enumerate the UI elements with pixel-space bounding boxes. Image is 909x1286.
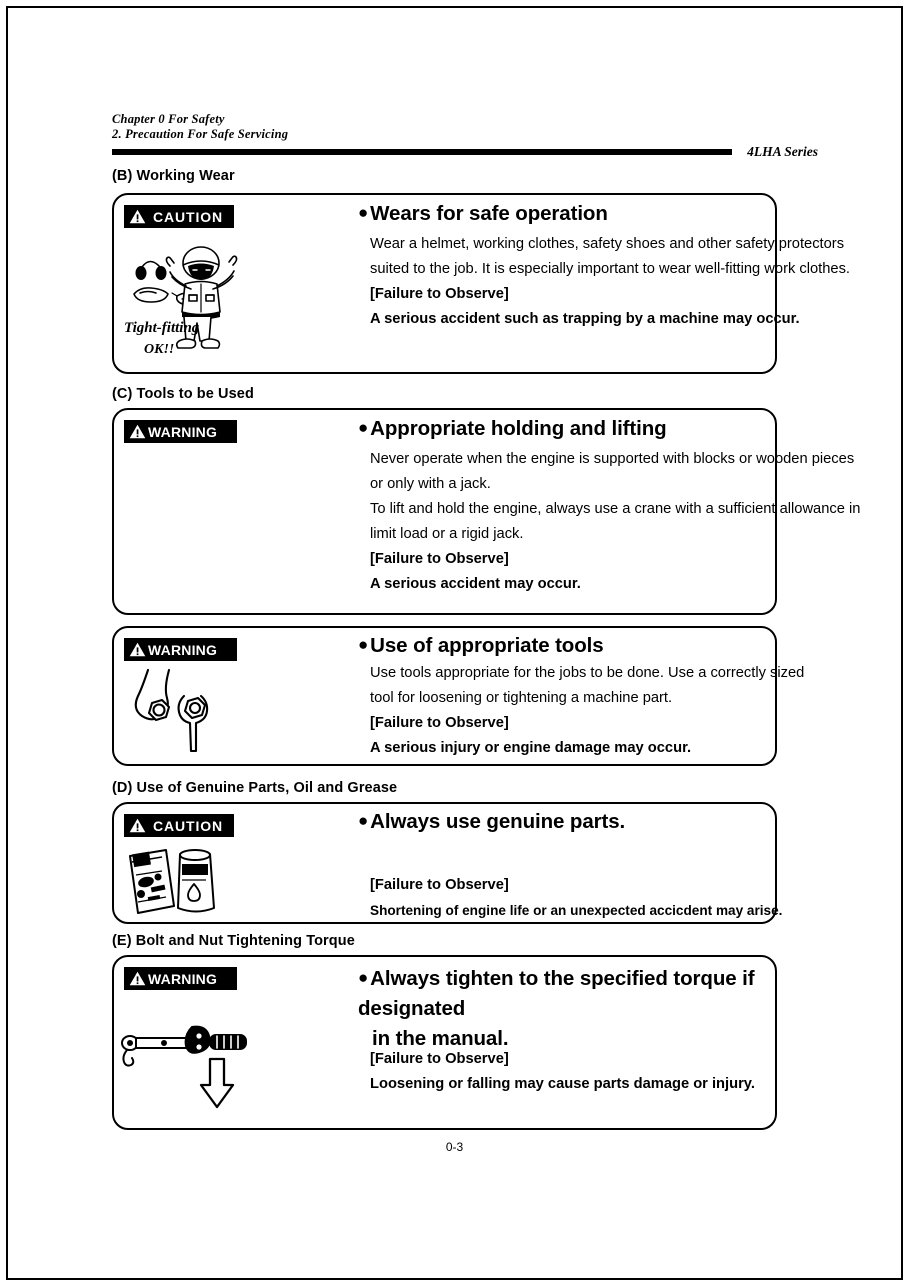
notice-title-text: Always use genuine parts. (370, 810, 626, 833)
section-heading-c: (C) Tools to be Used (112, 386, 254, 402)
notice-appropriate-tools (112, 626, 805, 766)
notice-genuine-parts (112, 802, 783, 924)
warning-triangle-icon (129, 642, 146, 657)
caution-badge-label: CAUTION (153, 208, 224, 225)
notice-title-tightening-torque (358, 963, 778, 1054)
warning-badge (124, 967, 237, 990)
notice-body-holding-lifting (370, 447, 892, 597)
section-heading-d: (D) Use of Genuine Parts, Oil and Grease (112, 780, 398, 796)
failure-to-observe-label: [Failure to Observe] (370, 877, 509, 893)
warning-badge-label: WARNING (148, 970, 218, 987)
failure-to-observe-label: [Failure to Observe] (370, 715, 509, 731)
illustration-tightening-torque (114, 1025, 249, 1115)
wrenches-on-nuts-icon (126, 666, 236, 762)
failure-to-observe-label: [Failure to Observe] (370, 1051, 509, 1067)
notice-body-working-wear (370, 232, 892, 332)
body-line: limit load or a rigid jack. (370, 526, 524, 542)
illus-caption-ok: OK!! (144, 342, 175, 357)
body-line: tool for loosening or tightening a machine part. (370, 690, 673, 706)
illustration-genuine-parts (118, 842, 234, 922)
notice-tightening-torque (112, 955, 777, 1130)
header-section-line: 2. Precaution For Safe Servicing (112, 127, 289, 141)
warning-triangle-icon (129, 971, 146, 986)
page-footer (0, 1140, 909, 1154)
warning-badge (124, 420, 237, 443)
title-bullet-icon: ● (358, 968, 369, 987)
caution-badge-label: CAUTION (153, 817, 224, 834)
notice-title-genuine-parts (358, 808, 788, 835)
notice-title-text: Use of appropriate tools (370, 634, 604, 657)
notice-title-holding-lifting (358, 415, 788, 442)
header-chapter-line: Chapter 0 For Safety (112, 112, 225, 126)
warning-badge-label: WARNING (148, 423, 218, 440)
title-bullet-icon: ● (358, 811, 369, 830)
illus-caption-tight-fitting: Tight-fitting (124, 320, 200, 336)
title-bullet-icon: ● (358, 203, 369, 222)
notice-title-text: Wears for safe operation (370, 202, 608, 225)
section-heading-b: (B) Working Wear (112, 168, 235, 184)
notice-title-working-wear (358, 200, 778, 227)
notice-working-wear (112, 193, 851, 374)
warning-badge-label: WARNING (148, 641, 218, 658)
body-line: Wear a helmet, working clothes, safety shoes and other safety protectors (370, 236, 845, 252)
caution-badge (124, 814, 234, 837)
body-line: Use tools appropriate for the jobs to be done. Use a correctly sized (370, 665, 805, 681)
header-rule-row (112, 145, 818, 163)
consequence-line: A serious injury or engine damage may occur. (370, 740, 692, 756)
consequence-line: A serious accident may occur. (370, 576, 581, 592)
header-rule (112, 149, 732, 155)
body-line: or only with a jack. (370, 476, 491, 492)
body-line: Never operate when the engine is supported with blocks or wooden pieces (370, 451, 855, 467)
consequence-line: Loosening or falling may cause parts damage or injury. (370, 1076, 755, 1092)
notice-title-line2: in the manual. (372, 1027, 509, 1050)
notice-title-appropriate-tools (358, 632, 788, 659)
consequence-line: A serious accident such as trapping by a machine may occur. (370, 311, 800, 327)
title-bullet-icon: ● (358, 418, 369, 437)
illustration-appropriate-tools (126, 666, 236, 762)
illustration-working-wear (122, 240, 252, 365)
caution-badge (124, 205, 234, 228)
warning-badge (124, 638, 237, 661)
worker-protective-gear-icon (122, 240, 252, 365)
notice-body-tightening-torque (370, 1047, 892, 1097)
notice-title-text: Appropriate holding and lifting (370, 417, 667, 440)
running-header (112, 112, 818, 163)
notice-body-appropriate-tools (370, 661, 892, 761)
consequence-line: Shortening of engine life or an unexpected accicdent may arise. (370, 903, 783, 918)
torque-wrench-icon (114, 1025, 249, 1115)
notice-title-line1: Always tighten to the specified torque if designated (358, 967, 755, 1020)
body-line: To lift and hold the engine, always use a crane with a sufficient allowance in (370, 501, 861, 517)
header-series-label: 4LHA Series (747, 144, 818, 159)
page-number: 0-3 (445, 1140, 464, 1154)
body-line: suited to the job. It is especially important to wear well-fitting work clothes. (370, 261, 851, 277)
section-heading-e: (E) Bolt and Nut Tightening Torque (112, 933, 355, 949)
notice-body-genuine-parts (370, 873, 892, 923)
notice-holding-lifting (112, 408, 861, 615)
failure-to-observe-label: [Failure to Observe] (370, 286, 509, 302)
failure-to-observe-label: [Failure to Observe] (370, 551, 509, 567)
title-bullet-icon: ● (358, 635, 369, 654)
warning-triangle-icon (129, 818, 146, 833)
warning-triangle-icon (129, 209, 146, 224)
warning-triangle-icon (129, 424, 146, 439)
parts-bag-and-oil-can-icon (118, 842, 234, 922)
